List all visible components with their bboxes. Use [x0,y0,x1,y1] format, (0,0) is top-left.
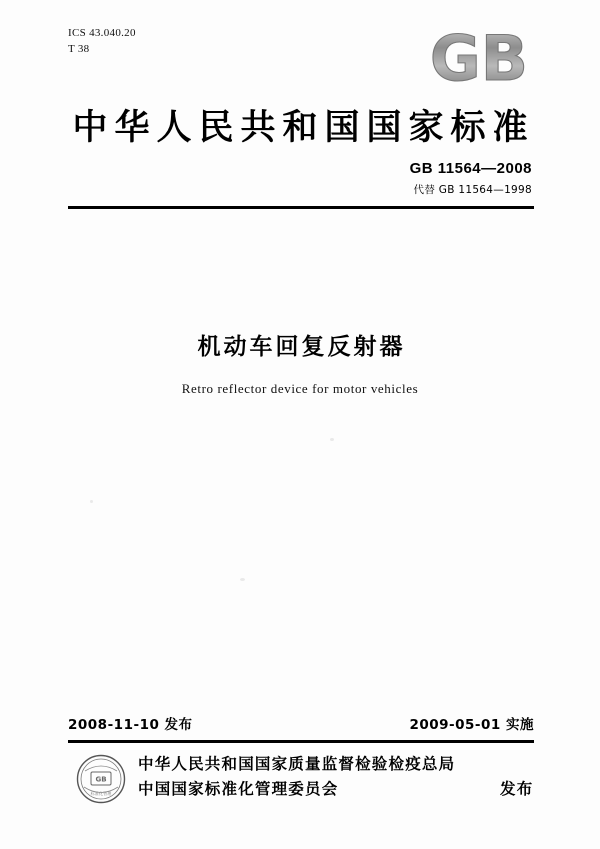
bottom-divider-rule [68,740,534,743]
svg-text:标准化管理: 标准化管理 [90,791,112,796]
effective-date: 2009-05-01 实施 [409,717,534,733]
document-title-cn: 机动车回复反射器 [197,334,406,360]
top-divider-rule [68,206,534,209]
scan-speck [240,578,245,581]
standard-replaces: 代替 GB 11564—1998 [413,184,532,196]
issue-verb: 发布 [500,780,534,798]
scan-speck [90,500,93,503]
national-standard-heading: 中华人民共和国国家标准 [72,108,535,148]
issue-date: 2008-11-10 发布 [68,717,193,733]
document-title-en: Retro reflector device for motor vehicles [181,381,419,396]
issuer-names [138,752,455,802]
national-emblem-seal-icon [76,754,126,804]
scan-speck [330,438,334,441]
ics-code-block [68,26,136,57]
svg-text:GB: GB [429,26,529,88]
gb-logo-icon [424,26,534,88]
standard-number: GB 11564—2008 [409,160,532,177]
ics-code: ICS 43.040.20 [68,27,136,39]
svg-text:GB: GB [95,775,107,784]
issuer-block [68,750,534,808]
issuer-line-1: 中华人民共和国国家质量监督检验检疫总局 [138,755,456,773]
classification-code: T 38 [68,43,90,55]
issuer-line-2: 中国国家标准化管理委员会 [138,780,339,798]
